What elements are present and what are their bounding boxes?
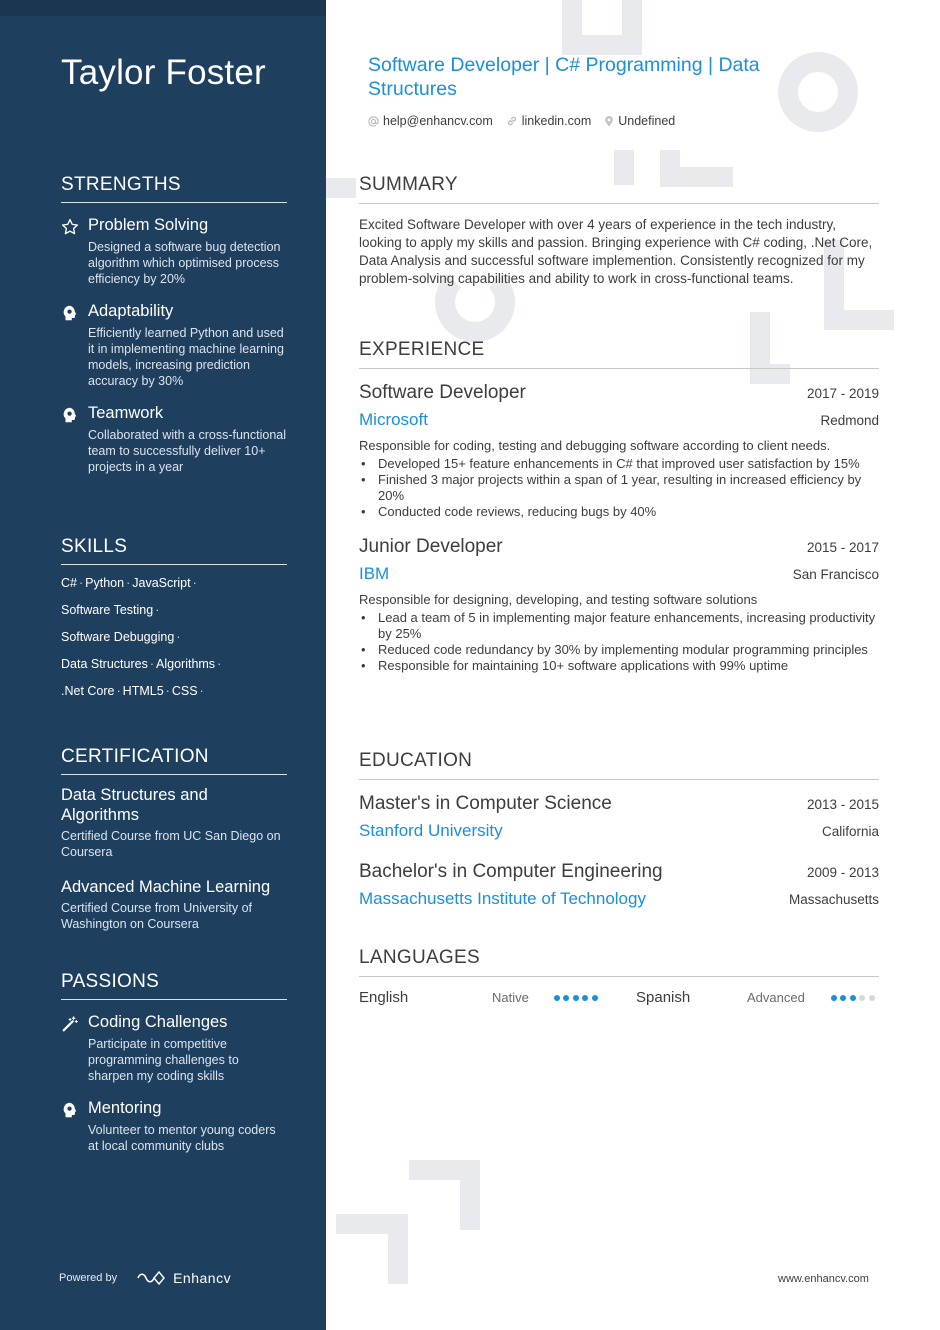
contact-bar <box>368 114 688 128</box>
job-location: Redmond <box>820 413 879 428</box>
footer-url[interactable]: www.enhancv.com <box>778 1273 869 1285</box>
proficiency-dot <box>582 995 588 1001</box>
head-icon <box>61 1101 79 1119</box>
proficiency-dot <box>850 995 856 1001</box>
language-proficiency-dots <box>550 995 598 1001</box>
passions-heading: PASSIONS <box>61 971 287 1000</box>
job-description: Responsible for coding, testing and debugging software according to client needs. <box>359 438 831 453</box>
education-item <box>359 860 879 910</box>
job-bullet: • Reduced code redundancy by 30% by implementing modular programming principles <box>359 642 879 658</box>
strength-title: Teamwork <box>88 404 164 422</box>
company-name: IBM <box>359 564 390 583</box>
proficiency-dot <box>840 995 846 1001</box>
decorative-shape <box>388 1214 408 1284</box>
strength-title: Problem Solving <box>88 216 209 234</box>
skills-section <box>61 536 287 708</box>
education-dates: 2013 - 2015 <box>806 797 879 812</box>
decorative-shape <box>824 310 894 330</box>
skill-separator: · <box>192 576 197 590</box>
skill-tag: Software Debugging <box>61 630 175 644</box>
passion-title: Mentoring <box>88 1099 162 1117</box>
powered-by-label: Powered by <box>59 1272 118 1284</box>
certification-heading: CERTIFICATION <box>61 746 287 775</box>
skill-separator: · <box>165 684 170 698</box>
passion-desc: Volunteer to mentor young coders at local community clubs <box>88 1123 276 1153</box>
strengths-section <box>61 174 287 475</box>
enhancv-logo-icon <box>135 1270 167 1286</box>
passion-item <box>61 1098 287 1154</box>
skills-list <box>61 573 287 708</box>
head-icon <box>61 406 79 424</box>
skill-separator: · <box>155 603 160 617</box>
linkedin-text: linkedin.com <box>521 114 592 128</box>
skill-separator: · <box>116 684 121 698</box>
decorative-shape <box>460 1160 480 1230</box>
skills-line <box>61 654 287 681</box>
certification-desc: Certified Course from University of Washington on Coursera <box>61 901 253 931</box>
school-name: Stanford University <box>359 821 503 840</box>
degree-title: Bachelor's in Computer Engineering <box>359 861 663 882</box>
certification-item <box>61 785 287 860</box>
strength-desc: Efficiently learned Python and used it in implementing machine learning models, increasing prediction accuracy by 30% <box>88 326 284 388</box>
job-bullet: • Finished 3 major projects within a span of 1 year, resulting in increased efficiency by 20% <box>359 472 879 504</box>
strength-desc: Designed a software bug detection algorithm which optimised process efficiency by 20% <box>88 240 281 286</box>
education-dates: 2009 - 2013 <box>806 865 879 880</box>
certification-item <box>61 877 287 932</box>
job-dates: 2015 - 2017 <box>806 540 879 555</box>
degree-title: Master's in Computer Science <box>359 793 612 814</box>
job-title: Junior Developer <box>359 536 503 557</box>
strength-desc: Collaborated with a cross-functional team to successfully deliver 10+ projects in a year <box>88 428 287 474</box>
language-level: Native <box>492 990 529 1005</box>
job-bullet: • Developed 15+ feature enhancements in C# that improved user satisfaction by 15% <box>359 456 879 472</box>
powered-by <box>59 1270 231 1286</box>
proficiency-dot <box>831 995 837 1001</box>
experience-heading: EXPERIENCE <box>359 339 879 369</box>
job-bullet: • Lead a team of 5 in implementing major feature enhancements, increasing productivity by 25% <box>359 610 879 642</box>
experience-section <box>359 339 879 674</box>
strength-item <box>61 301 287 389</box>
skill-tag: JavaScript <box>132 576 191 590</box>
certification-section <box>61 746 287 932</box>
summary-section <box>359 174 879 288</box>
skill-separator: · <box>199 684 204 698</box>
passion-item <box>61 1012 287 1084</box>
link-icon <box>506 115 518 127</box>
location-pin-icon <box>604 115 614 127</box>
skills-heading: SKILLS <box>61 536 287 565</box>
strengths-heading: STRENGTHS <box>61 174 287 203</box>
company-name: Microsoft <box>359 410 428 429</box>
skill-tag: CSS <box>171 684 198 698</box>
education-heading: EDUCATION <box>359 750 879 780</box>
skill-separator: · <box>217 657 222 671</box>
skill-tag: .Net Core <box>61 684 115 698</box>
job-dates: 2017 - 2019 <box>806 386 879 401</box>
languages-section <box>359 947 879 1006</box>
strength-title: Adaptability <box>88 302 174 320</box>
head-icon <box>61 304 79 322</box>
school-name: Massachusetts Institute of Technology <box>359 889 646 908</box>
magic-wand-icon <box>61 1015 79 1033</box>
job-bullet: • Conducted code reviews, reducing bugs by 40% <box>359 504 879 520</box>
headline: Software Developer | C# Programming | Data Structures <box>368 54 760 100</box>
decorative-shape <box>582 0 622 35</box>
skill-tag: Python <box>85 576 125 590</box>
languages-row <box>359 989 879 1006</box>
language-proficiency-dots <box>827 995 875 1001</box>
proficiency-dot <box>573 995 579 1001</box>
skill-tag: Data Structures <box>61 657 148 671</box>
skill-separator: · <box>126 576 131 590</box>
passion-desc: Participate in competitive programming challenges to sharpen my coding skills <box>88 1037 239 1083</box>
contact-email[interactable] <box>368 114 493 128</box>
proficiency-dot <box>859 995 865 1001</box>
at-icon <box>368 116 379 127</box>
proficiency-dot <box>563 995 569 1001</box>
job-location: San Francisco <box>792 567 879 582</box>
skills-line <box>61 600 287 627</box>
skills-line <box>61 681 287 708</box>
strength-item <box>61 215 287 287</box>
skill-tag: HTML5 <box>122 684 164 698</box>
school-location: Massachusetts <box>788 892 879 907</box>
summary-text: Excited Software Developer with over 4 years of experience in the tech industry, looking to apply my skills and passion. Bringing experience with C# coding, .Net Core, Data Analysis and successful software implemention. Consistently recognized for my problem-solving capabilities and ability to work in cross-functional teams. <box>359 217 873 286</box>
language-name: Spanish <box>636 989 691 1006</box>
language-level: Advanced <box>747 990 805 1005</box>
skill-tag: Software Testing <box>61 603 154 617</box>
skill-separator: · <box>78 576 84 590</box>
summary-heading: SUMMARY <box>359 174 879 204</box>
school-location: California <box>821 824 879 839</box>
languages-heading: LANGUAGES <box>359 947 879 977</box>
experience-item <box>359 381 879 520</box>
proficiency-dot <box>869 995 875 1001</box>
experience-item <box>359 535 879 674</box>
skill-tag: Algorithms <box>156 657 216 671</box>
job-bullets <box>359 610 879 674</box>
language-item <box>636 989 875 1006</box>
strength-item <box>61 403 287 475</box>
contact-location <box>604 114 675 128</box>
job-description: Responsible for designing, developing, and testing software solutions <box>359 592 758 607</box>
proficiency-dot <box>592 995 598 1001</box>
decorative-shape <box>326 178 356 198</box>
contact-linkedin[interactable] <box>506 114 591 128</box>
education-item <box>359 792 879 842</box>
skill-tag: C# <box>61 576 77 590</box>
enhancv-brand: Enhancv <box>173 1270 232 1286</box>
passion-title: Coding Challenges <box>88 1013 228 1031</box>
location-text: Undefined <box>618 114 676 128</box>
candidate-name: Taylor Foster <box>61 53 266 92</box>
certification-title: Advanced Machine Learning <box>61 878 271 896</box>
sidebar-top-strip <box>0 0 326 16</box>
certification-title: Data Structures and Algorithms <box>61 786 208 824</box>
job-bullets <box>359 456 879 520</box>
proficiency-dot <box>554 995 560 1001</box>
job-title: Software Developer <box>359 382 526 403</box>
passions-section <box>61 971 287 1154</box>
job-bullet: • Responsible for maintaining 10+ software applications with 99% uptime <box>359 658 879 674</box>
language-item <box>359 989 601 1006</box>
skill-separator: · <box>176 630 181 644</box>
email-text: help@enhancv.com <box>383 114 493 128</box>
certification-desc: Certified Course from UC San Diego on Coursera <box>61 829 281 859</box>
language-name: English <box>359 989 409 1006</box>
education-section <box>359 750 879 910</box>
skill-separator: · <box>149 657 155 671</box>
star-icon <box>61 218 79 236</box>
skills-line <box>61 627 287 654</box>
sidebar <box>0 0 326 1330</box>
skills-line <box>61 573 287 600</box>
